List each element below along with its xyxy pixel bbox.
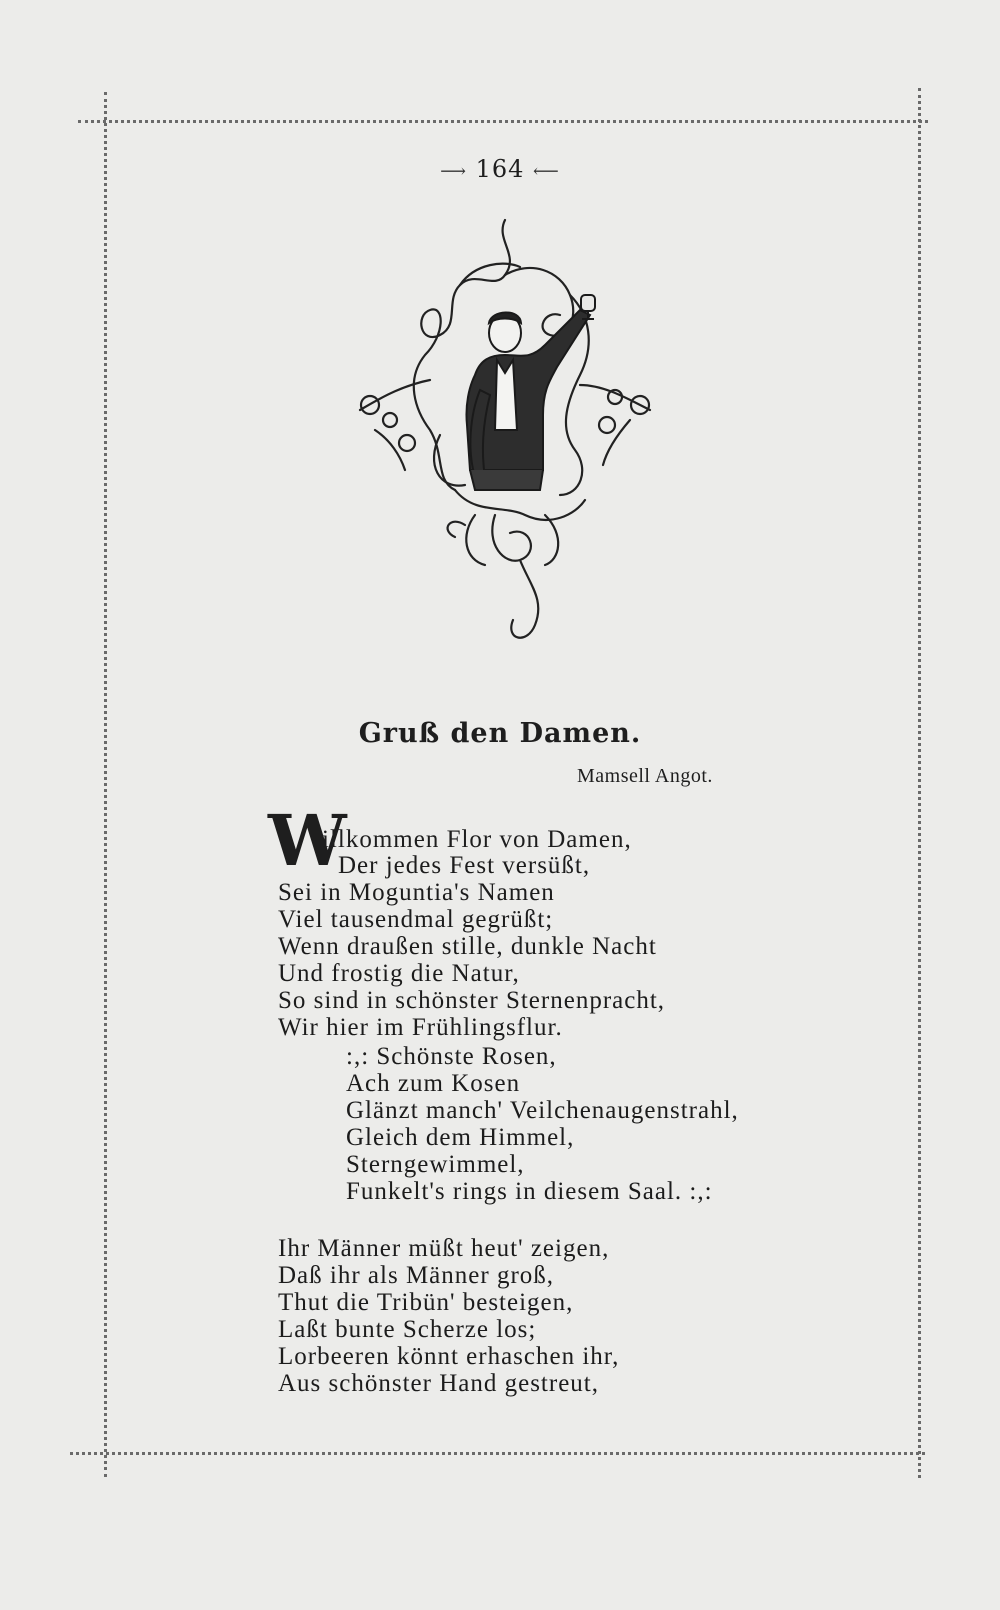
poem-line: So sind in schönster Sternenpracht,: [278, 987, 666, 1014]
poem-line: illkommen Flor von Damen,: [322, 826, 632, 853]
top-border-rule: [78, 120, 928, 123]
refrain-line: Ach zum Kosen: [346, 1070, 521, 1097]
poem-line: Laßt bunte Scherze los;: [278, 1316, 537, 1343]
poem-line: Daß ihr als Männer groß,: [278, 1262, 555, 1289]
poem-line: Thut die Tribün' besteigen,: [278, 1289, 574, 1316]
poem-line: Ihr Männer müßt heut' zeigen,: [278, 1235, 610, 1262]
poem-line: Lorbeeren könnt erhaschen ihr,: [278, 1343, 620, 1370]
refrain-line: :,: Schönste Rosen,: [346, 1043, 557, 1070]
poem-line: Aus schönster Hand gestreut,: [278, 1370, 599, 1397]
drop-cap: W: [268, 799, 347, 882]
poem-line: Viel tausendmal gegrüßt;: [278, 906, 554, 933]
refrain-line: Sterngewimmel,: [346, 1151, 525, 1178]
poem-line: Sei in Moguntia's Namen: [278, 879, 555, 906]
toasting-gentleman-rococo-cartouche-icon: [345, 215, 675, 665]
refrain-line: Funkelt's rings in diesem Saal. :,:: [346, 1178, 713, 1205]
poem-line: Wir hier im Frühlingsflur.: [278, 1014, 563, 1041]
melody-reference: Mamsell Angot.: [577, 765, 713, 787]
poem-line: Der jedes Fest versüßt,: [338, 852, 591, 879]
refrain-line: Glänzt manch' Veilchenaugenstrahl,: [346, 1097, 739, 1124]
page-number-ornament-right: ⟵: [533, 161, 560, 182]
right-border-rule: [918, 88, 921, 1478]
poem-line: Wenn draußen stille, dunkle Nacht: [278, 933, 657, 960]
page-number-ornament-left: ⟶: [440, 161, 467, 182]
bottom-border-rule: [70, 1452, 925, 1455]
page-number-text: 164: [475, 155, 525, 183]
left-border-rule: [104, 92, 107, 1477]
poem-line: Und frostig die Natur,: [278, 960, 520, 987]
page-number: [0, 155, 1000, 183]
refrain-line: Gleich dem Himmel,: [346, 1124, 575, 1151]
poem-title: Gruß den Damen.: [358, 718, 642, 749]
